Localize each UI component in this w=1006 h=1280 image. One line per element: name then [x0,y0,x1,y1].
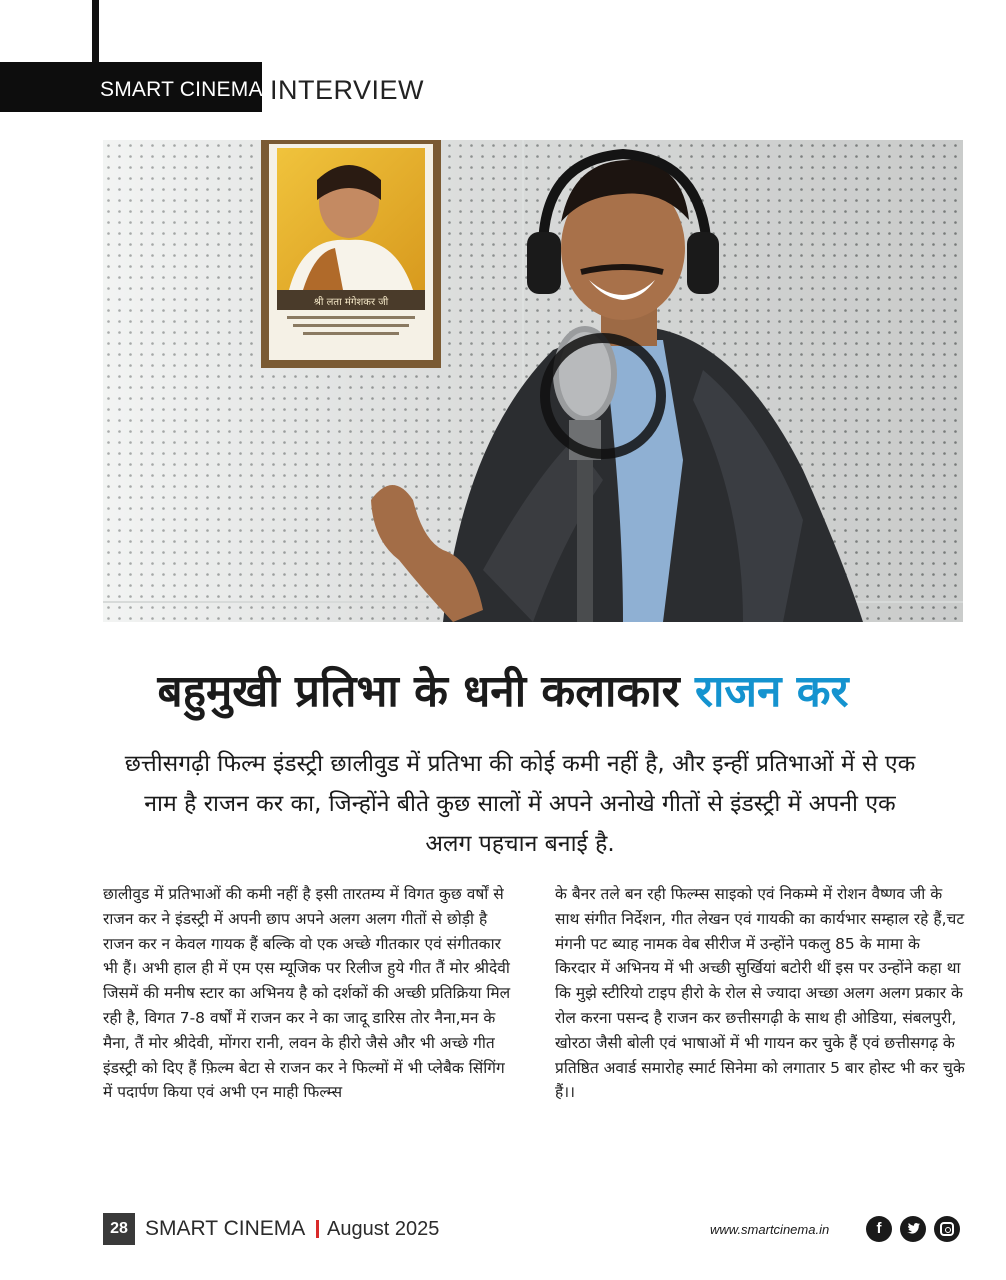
article-column-right: के बैनर तले बन रही फिल्म्स साइको एवं निकम्मे में रोशन वैष्णव जी के साथ संगीत निर्देशन, गीत लेखन एवं गायकी का कार्यभार सम्हाल रहे हैं,चट मंगनी पट ब्याह नामक वेब सीरीज में उन्होंने पकलु 85 के मामा के किरदार में अभिनय में भी अच्छी सुर्खियां बटोरी थीं इस पर उन्होंने कहा था कि मुझे स्टीरियो टाइप हीरो के रोल से ज्यादा अच्छा अलग अलग प्रकार के रोल करना पसन्द है राजन कर छत्तीसगढ़ी के साथ ही ओडिया, संबलपुरी, खोरठा जैसी बोली एवं भाषाओं में भी गायन कर चुके हैं एवं छत्तीसगढ़ के प्रतिष्ठित अवार्ड समारोह स्मार्ट सिनेमा को लगातार 5 बार होस्ट भी कर चुके हैं।। [555,885,965,1102]
portrait-caption: श्री लता मंगेशकर जी [313,297,389,308]
header-brand: SMART CINEMA [100,78,263,101]
headline-main: बहुमुखी प्रतिभा के धनी कलाकार [157,666,695,717]
twitter-icon[interactable] [900,1216,926,1242]
instagram-icon[interactable] [934,1216,960,1242]
article-column-left: छालीवुड में प्रतिभाओं की कमी नहीं है इसी तारतम्य में विगत कुछ वर्षों से राजन कर ने इंडस्ट्री में अपनी छाप अपने अलग अलग गीतों से छोड़ी है राजन कर न केवल गायक हैं बल्कि वो एक अच्छे गीतकार एवं संगीतकार भी हैं। अभी हाल ही में एम एस म्यूजिक पर रिलीज हुये गीत तैं मोर श्रीदेवी जिसमें की मनीष स्टार का अभिनय है को दर्शकों की अच्छी प्रतिक्रिया मिल रही है, विगत 7-8 वर्षों में राजन कर ने का जादू डारिस तोर नैना,मन के मैना, तैं मोर श्रीदेवी, मोंगरा रानी, लवन के हीरो जैसे और भी अच्छे गीत इंडस्ट्री को दिए हैं फ़िल्म बेटा से राजन कर ने फिल्मों में भी प्लेबैक सिंगिंग में पदार्पण किया एवं अभी एन माही फिल्म्स [103,885,511,1102]
article-deck: छत्तीसगढ़ी फिल्म इंडस्ट्री छालीवुड में प्रतिभा की कोई कमी नहीं है, और इन्हीं प्रतिभाओं में से एक नाम है राजन कर का, जिन्होंने बीते कुछ सालों में अपने अनोखे गीतों से इंडस्ट्री में अपनी एक अलग पहचान बनाई है. [124,751,916,857]
article-photo [103,140,963,622]
headline-accent-name: राजन कर [694,666,849,717]
header-section-label: INTERVIEW [270,75,425,105]
footer-separator [316,1220,319,1238]
footer-brand: SMART CINEMA [145,1217,306,1240]
top-rule [92,0,99,62]
footer-date: August 2025 [327,1218,440,1240]
facebook-icon[interactable]: f [866,1216,892,1242]
instagram-glyph [940,1222,954,1236]
twitter-bird-glyph [900,1216,926,1242]
website-link[interactable]: www.smartcinema.in [710,1222,830,1237]
page-number: 28 [103,1213,135,1245]
article-headline [0,652,1006,732]
